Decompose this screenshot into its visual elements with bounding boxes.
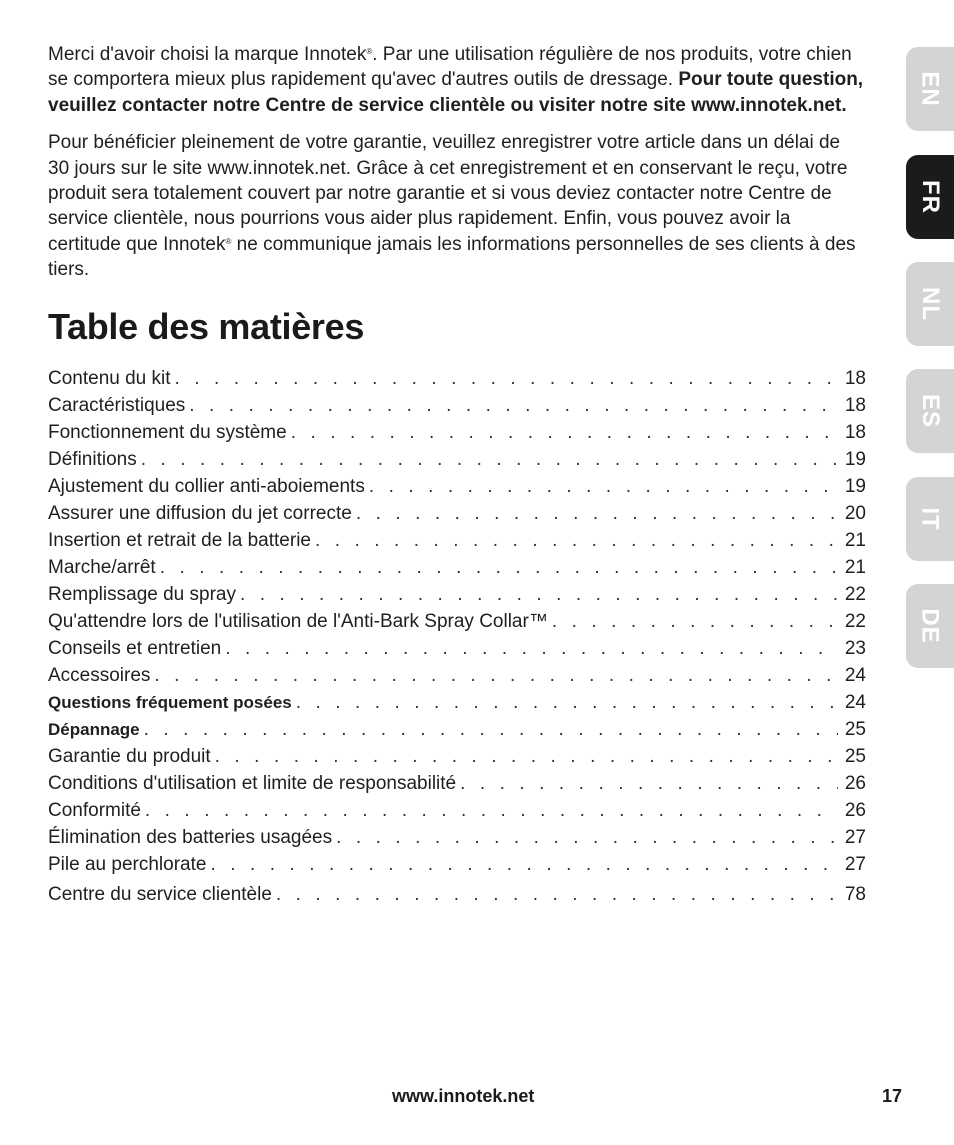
toc-leader bbox=[175, 365, 838, 392]
toc-entry[interactable] bbox=[48, 581, 866, 608]
toc-entry[interactable] bbox=[48, 635, 866, 662]
toc-entry-page: 26 bbox=[844, 772, 866, 794]
toc-leader bbox=[276, 881, 838, 908]
toc-entry-page: 18 bbox=[844, 367, 866, 389]
toc-leader bbox=[240, 581, 838, 608]
toc-entry-title: Questions fréquement posées bbox=[48, 692, 292, 712]
toc-leader bbox=[154, 662, 838, 689]
toc-entry[interactable] bbox=[48, 554, 866, 581]
toc-entry[interactable] bbox=[48, 473, 866, 500]
toc-leader bbox=[141, 446, 838, 473]
toc-entry-page: 24 bbox=[844, 664, 866, 686]
toc-entry-title: Centre du service clientèle bbox=[48, 883, 272, 905]
table-of-contents bbox=[48, 365, 866, 908]
toc-leader bbox=[189, 392, 838, 419]
toc-entry-title: Accessoires bbox=[48, 664, 151, 686]
toc-entry-title: Conformité bbox=[48, 799, 141, 821]
toc-entry-page: 27 bbox=[844, 853, 866, 875]
toc-entry-title: Assurer une diffusion du jet correcte bbox=[48, 502, 352, 524]
toc-entry-title: Marche/arrêt bbox=[48, 556, 156, 578]
tab-language-it[interactable] bbox=[906, 477, 954, 561]
page-number: 17 bbox=[882, 1086, 903, 1106]
toc-leader bbox=[315, 527, 838, 554]
tab-label: DE bbox=[917, 608, 944, 644]
toc-entry-title: Ajustement du collier anti-aboiements bbox=[48, 475, 365, 497]
toc-entry-page: 25 bbox=[844, 718, 866, 740]
tab-label: FR bbox=[917, 180, 944, 214]
toc-entry-page: 21 bbox=[844, 529, 866, 551]
toc-entry-page: 23 bbox=[844, 637, 866, 659]
toc-leader bbox=[225, 635, 838, 662]
toc-entry-title: Définitions bbox=[48, 448, 137, 470]
toc-leader bbox=[144, 716, 838, 743]
tab-language-es[interactable] bbox=[906, 369, 954, 453]
tab-label: ES bbox=[916, 393, 944, 429]
toc-entry-page: 25 bbox=[844, 745, 866, 767]
toc-entry-title: Insertion et retrait de la batterie bbox=[48, 529, 311, 551]
intro-paragraph-1 bbox=[48, 42, 866, 118]
toc-entry-page: 22 bbox=[844, 610, 866, 632]
toc-leader bbox=[296, 689, 838, 716]
tab-language-fr[interactable] bbox=[906, 155, 954, 239]
toc-entry-title: Qu'attendre lors de l'utilisation de l'Anti-Bark Spray Collar™ bbox=[48, 610, 548, 632]
toc-leader bbox=[215, 743, 838, 770]
toc-entry[interactable] bbox=[48, 608, 866, 635]
registered-mark: ® bbox=[366, 47, 373, 56]
toc-entry[interactable] bbox=[48, 716, 866, 743]
toc-leader bbox=[460, 770, 838, 797]
toc-leader bbox=[336, 824, 838, 851]
toc-entry[interactable] bbox=[48, 770, 866, 797]
toc-entry-title: Conseils et entretien bbox=[48, 637, 222, 659]
tab-language-nl[interactable] bbox=[906, 262, 954, 346]
toc-entry-title: Conditions d'utilisation et limite de responsabilité bbox=[48, 772, 457, 794]
toc-entry[interactable] bbox=[48, 824, 866, 851]
toc-entry-page: 19 bbox=[844, 475, 866, 497]
intro-p1-contact: Pour toute question, veuillez contacter notre Centre de service clientèle ou visiter notre site www.innotek.net. bbox=[48, 69, 864, 116]
toc-entry[interactable] bbox=[48, 365, 866, 392]
toc-entry-page: 20 bbox=[844, 502, 866, 524]
toc-entry-page: 21 bbox=[844, 556, 866, 578]
tab-label: IT bbox=[916, 507, 944, 531]
tab-language-en[interactable] bbox=[906, 47, 954, 131]
tab-language-de[interactable] bbox=[906, 584, 954, 668]
toc-entry[interactable] bbox=[48, 527, 866, 554]
toc-entry[interactable] bbox=[48, 743, 866, 770]
toc-entry[interactable] bbox=[48, 446, 866, 473]
toc-entry[interactable] bbox=[48, 419, 866, 446]
intro-section bbox=[48, 42, 866, 283]
toc-title: Table des matières bbox=[48, 305, 365, 347]
toc-entry-title: Contenu du kit bbox=[48, 367, 171, 389]
toc-leader bbox=[145, 797, 838, 824]
toc-entry-page: 27 bbox=[844, 826, 866, 848]
tab-label: EN bbox=[917, 71, 944, 107]
toc-entry[interactable] bbox=[48, 851, 866, 878]
toc-entry[interactable] bbox=[48, 797, 866, 824]
tab-label: NL bbox=[917, 287, 944, 321]
toc-leader bbox=[369, 473, 838, 500]
toc-leader bbox=[210, 851, 838, 878]
toc-entry-page: 26 bbox=[844, 799, 866, 821]
toc-entry-page: 19 bbox=[844, 448, 866, 470]
toc-entry-title: Caractéristiques bbox=[48, 394, 186, 416]
toc-entry-page: 18 bbox=[844, 421, 866, 443]
registered-mark: ® bbox=[225, 236, 232, 246]
toc-entry-title: Pile au perchlorate bbox=[48, 853, 207, 875]
toc-leader bbox=[291, 419, 838, 446]
toc-entry-title: Remplissage du spray bbox=[48, 583, 236, 605]
toc-leader bbox=[356, 500, 838, 527]
intro-paragraph-2 bbox=[48, 130, 866, 282]
toc-entry-page: 18 bbox=[844, 394, 866, 416]
toc-entry-page: 78 bbox=[844, 883, 866, 905]
intro-p2-text-a: Pour bénéficier pleinement de votre garantie, veuillez enregistrer votre article dans un délai de 30 jours sur le site www.innotek.net. Grâce à cet enregistrement et en conservant le reçu, votre produit sera totalement couvert par notre garantie et si vous deviez contacter notre Centre de service clientèle, nous pourrions vous aider plus rapidement. Enfin, vous pouvez avoir la certitude que Innotek bbox=[48, 132, 848, 255]
page-content bbox=[48, 42, 866, 908]
intro-p2-text-b: ne communique jamais les informations personnelles de ses clients à des tiers. bbox=[48, 233, 856, 281]
toc-entry[interactable] bbox=[48, 500, 866, 527]
toc-entry-page: 24 bbox=[844, 691, 866, 713]
toc-entry-title: Élimination des batteries usagées bbox=[48, 826, 333, 848]
intro-p1-text-a: Merci d'avoir choisi la marque Innotek bbox=[48, 44, 367, 65]
toc-entry-title: Garantie du produit bbox=[48, 745, 211, 767]
toc-entry[interactable] bbox=[48, 662, 866, 689]
toc-entry-page: 22 bbox=[844, 583, 866, 605]
intro-p1-text-b: . Par une utilisation régulière de nos produits, votre chien se comportera mieux plus rapidement qu'avec d'autres outils de dressage. bbox=[48, 44, 852, 91]
toc-entry[interactable] bbox=[48, 881, 866, 908]
toc-entry[interactable] bbox=[48, 689, 866, 716]
toc-entry[interactable] bbox=[48, 392, 866, 419]
toc-entry-title: Fonctionnement du système bbox=[48, 421, 287, 443]
toc-entry-title: Dépannage bbox=[48, 719, 140, 739]
footer-website[interactable]: www.innotek.net bbox=[392, 1086, 535, 1106]
toc-leader bbox=[160, 554, 838, 581]
toc-leader bbox=[552, 608, 838, 635]
